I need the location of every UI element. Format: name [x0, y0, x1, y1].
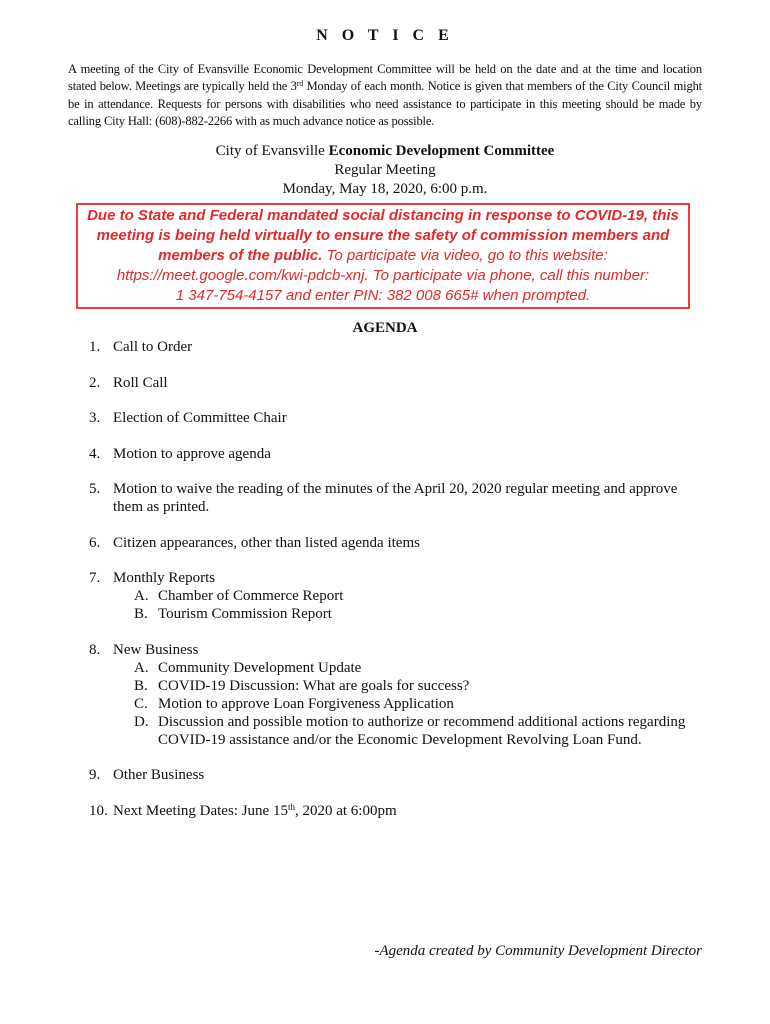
agenda-subitem: [113, 587, 709, 605]
agenda-item-text: Monthly Reports: [113, 570, 216, 586]
agenda-subitem: [113, 713, 709, 749]
agenda-item: [89, 641, 709, 749]
agenda-subitem-text: Chamber of Commerce Report: [158, 588, 344, 604]
covid-notice-box: [76, 203, 690, 309]
notice-text-part1: A meeting of the City of Evansville Economic Development Committee will be held on the date and at the time and location stated below. Meetings are typically held the 3: [68, 62, 702, 94]
agenda-subitem: [113, 605, 709, 623]
agenda-item: [89, 534, 709, 552]
agenda-item-number: 4.: [89, 445, 101, 462]
notice-text-part2: Monday of each month. Notice is given that members of the City Council might be in attendance. Requests for persons with disabilities who need assistance to participate in this meeting should be made by calling City Hall: (608)-882-2266 with as much advance notice as possible.: [68, 79, 703, 129]
agenda-item-text-after: , 2020 at 6:00pm: [294, 802, 397, 819]
agenda-subitem-text: Motion to approve Loan Forgiveness Application: [158, 695, 454, 712]
agenda-item: [89, 338, 709, 356]
covid-phone-text: . To participate via phone, call this number:: [364, 267, 650, 284]
meeting-type: Regular Meeting: [334, 162, 436, 178]
agenda-subitem-letter: A.: [134, 659, 149, 676]
agenda-item-text: Other Business: [113, 767, 205, 783]
agenda-item-number: 10.: [89, 802, 108, 819]
agenda-item: [89, 802, 709, 820]
meeting-committee-name: Economic Development Committee: [328, 143, 555, 159]
agenda-subitem: [113, 659, 709, 677]
agenda-item-number: 2.: [89, 374, 101, 391]
notice-heading: N O T I C E: [316, 27, 454, 44]
agenda-subitem-text: COVID-19 Discussion: What are goals for success?: [158, 677, 470, 694]
notice-paragraph: [68, 61, 702, 131]
agenda-item: [89, 480, 709, 516]
covid-notice-bold: Due to State and Federal mandated social distancing in response to COVID-19, this meeting is being held virtually to ensure the safety of commission members and members of the public.: [87, 207, 679, 264]
agenda-item-text: Citizen appearances, other than listed agenda items: [113, 534, 420, 551]
agenda-item: [89, 445, 709, 463]
agenda-item-text: Call to Order: [113, 339, 193, 355]
meeting-city: City of Evansville: [215, 143, 329, 159]
covid-video-text: To participate via video, go to this website:: [326, 247, 608, 264]
agenda-item-number: 6.: [89, 534, 101, 551]
covid-phone-details: 1 347-754-4157 and enter PIN: 382 008 665# when prompted.: [175, 287, 591, 304]
agenda-subitem-letter: C.: [134, 695, 148, 712]
agenda-item: [89, 766, 709, 784]
agenda-item-text: Motion to waive the reading of the minutes of the April 20, 2020 regular meeting and approve them as printed.: [113, 481, 678, 515]
agenda-item-number: 7.: [89, 570, 101, 586]
agenda-subitem-letter: B.: [134, 677, 148, 694]
agenda-subitem-letter: A.: [134, 588, 149, 604]
notice-ordinal-sup: rd: [296, 79, 304, 89]
agenda-subitem-letter: B.: [134, 606, 148, 622]
meeting-committee-line: [0, 142, 770, 161]
agenda-item-number: 9.: [89, 767, 101, 783]
agenda-item-text: Next Meeting Dates: June 15: [113, 802, 288, 819]
agenda-item: [89, 409, 709, 427]
agenda-list: [89, 338, 709, 837]
footer-credit: -Agenda created by Community Development Director: [374, 943, 702, 959]
agenda-item-text: Roll Call: [113, 374, 168, 391]
agenda-item-text: Motion to approve agenda: [113, 445, 271, 462]
agenda-subitem: [113, 677, 709, 695]
agenda-item-text: New Business: [113, 641, 199, 658]
agenda-subitem-text: Tourism Commission Report: [158, 606, 332, 622]
agenda-subitem-letter: D.: [134, 713, 149, 730]
agenda-item-number: 8.: [89, 641, 101, 658]
agenda-subitem: [113, 695, 709, 713]
covid-video-link[interactable]: https://meet.google.com/kwi-pdcb-xnj: [116, 267, 365, 284]
agenda-item-number: 1.: [89, 339, 101, 355]
agenda-subitem-list: [113, 659, 709, 749]
covid-notice-text: [83, 206, 683, 306]
agenda-item-number: 3.: [89, 410, 101, 426]
agenda-item-ordinal-sup: th: [287, 801, 295, 812]
agenda-item: [89, 374, 709, 392]
agenda-subitem-text: Discussion and possible motion to authorize or recommend additional actions regarding COVID-19 assistance and/or the Economic Development Revolving Loan Fund.: [158, 713, 686, 748]
agenda-subitem-text: Community Development Update: [158, 659, 362, 676]
agenda-item-number: 5.: [89, 481, 101, 497]
agenda-item-text: Election of Committee Chair: [113, 410, 287, 426]
agenda-title: AGENDA: [352, 320, 418, 336]
agenda-subitem-list: [113, 587, 709, 623]
agenda-item: [89, 569, 709, 623]
meeting-info: [0, 142, 770, 199]
meeting-datetime: Monday, May 18, 2020, 6:00 p.m.: [282, 181, 488, 197]
